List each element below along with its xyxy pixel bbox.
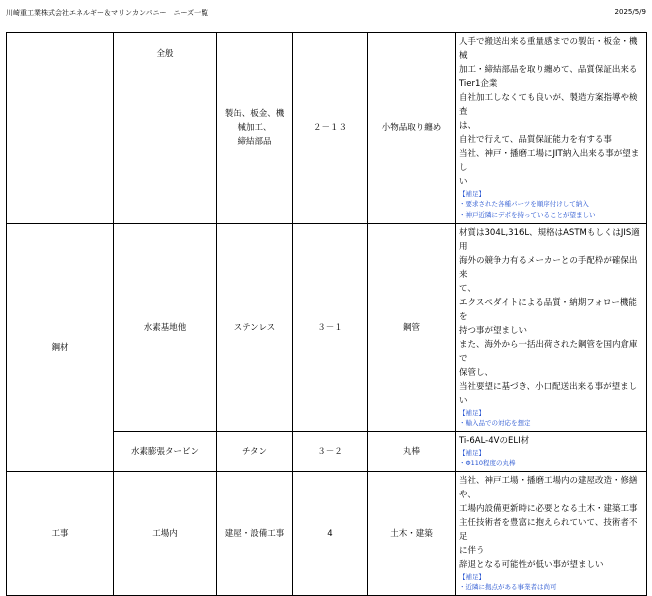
requirements-cell <box>456 33 647 224</box>
requirement-line: 材質は304L,316L、規格はASTMもしくはJIS適用 <box>459 228 640 252</box>
product-line: 製缶、板金、機 <box>224 109 285 119</box>
note-title: 【補足】 <box>459 449 485 457</box>
product-line: 械加工、 <box>237 123 272 133</box>
requirement-line: 当社、神戸工場・播磨工場内の建屋改造・修繕 <box>459 476 638 486</box>
requirement-line: は、 <box>459 121 477 131</box>
requirement-line: 自社で行えて、品質保証能力を有する事 <box>459 135 612 145</box>
needs-table <box>6 32 647 596</box>
requirement-line: い <box>459 177 468 187</box>
subcategory-cell: 水素膨張タービン <box>114 432 217 472</box>
document-header-date: 2025/5/9 <box>614 8 646 16</box>
table-row <box>7 33 647 224</box>
subcategory-label: 全般 <box>156 49 174 59</box>
requirement-line: や、 <box>459 490 476 500</box>
note-item: ・輸入品での対応を想定 <box>459 419 531 427</box>
product-lines-cell <box>217 33 293 224</box>
material-cell: ステンレス <box>217 224 293 432</box>
subcategory-cell <box>114 33 217 224</box>
requirement-line: 人手で搬送出来る重量感までの製缶・板金・機械 <box>459 37 638 61</box>
requirement-line: 自社加工しなくても良いが、製造方案指導や検査 <box>459 93 638 117</box>
requirement-line: 主任技術者を豊富に抱えられていて、技術者不足 <box>459 518 638 542</box>
number-cell: ３－２ <box>293 432 368 472</box>
number-cell: 4 <box>293 472 368 596</box>
note-item: ・近隣に拠点がある事業者は尚可 <box>459 583 557 591</box>
note-item: ・Φ110程度の丸棒 <box>459 459 516 467</box>
note-title: 【補足】 <box>459 409 485 417</box>
requirement-line: Ti-6AL-4VのELI材 <box>459 436 530 446</box>
number-cell: ３－１ <box>293 224 368 432</box>
item-cell: 丸棒 <box>368 432 456 472</box>
product-line: 締結部品 <box>237 137 272 147</box>
requirement-line: 持つ事が望ましい <box>459 326 528 336</box>
note-title: 【補足】 <box>459 573 485 581</box>
requirement-line: に伴う <box>459 546 485 556</box>
subcategory-cell: 水素基地他 <box>114 224 217 432</box>
category-cell: 鋼材 <box>7 224 114 472</box>
requirements-cell <box>456 472 647 596</box>
item-cell: 小物品取り纏め <box>368 33 456 224</box>
category-cell: 工事 <box>7 472 114 596</box>
requirement-line: 保管し、 <box>459 368 494 378</box>
number-cell: ２－１３ <box>293 33 368 224</box>
table-row <box>7 472 647 596</box>
requirements-cell <box>456 432 647 472</box>
item-cell: 土木・建築 <box>368 472 456 596</box>
material-cell: 建屋・設備工事 <box>217 472 293 596</box>
requirement-line: 辞退となる可能性が低い事が望ましい <box>459 560 604 570</box>
note-item: ・神戸近隣にデポを持っていることが望ましい <box>459 211 596 219</box>
table-row <box>7 224 647 432</box>
requirement-line: て、 <box>459 284 476 294</box>
category-cell <box>7 33 114 224</box>
requirements-cell <box>456 224 647 432</box>
requirement-line: また、海外から一括出荷された鋼管を国内倉庫で <box>459 340 638 364</box>
requirement-line: エクスペダイトによる品質・納期フォロー機能を <box>459 298 637 322</box>
requirement-line: 海外の競争力有るメーカーとの手配枠が確保出来 <box>459 256 638 280</box>
material-cell: チタン <box>217 432 293 472</box>
requirement-line: 加工・締結部品を取り纏めて、品質保証出来る <box>459 65 638 75</box>
requirement-line: 工場内設備更新時に必要となる土木・建築工事 <box>459 504 638 514</box>
item-cell: 鋼管 <box>368 224 456 432</box>
subcategory-cell: 工場内 <box>114 472 217 596</box>
requirement-line: 当社要望に基づき、小口配送出来る事が望ましい <box>459 382 638 406</box>
document-header-title: 川崎重工業株式会社エネルギー＆マリンカンパニー ニーズ一覧 <box>6 9 209 17</box>
note-item: ・要求された各種パーツを順序付けして納入 <box>459 200 589 208</box>
requirement-line: Tier1企業 <box>459 79 498 89</box>
note-title: 【補足】 <box>459 190 485 198</box>
requirement-line: 当社、神戸・播磨工場にJIT納入出来る事が望まし <box>459 149 640 173</box>
